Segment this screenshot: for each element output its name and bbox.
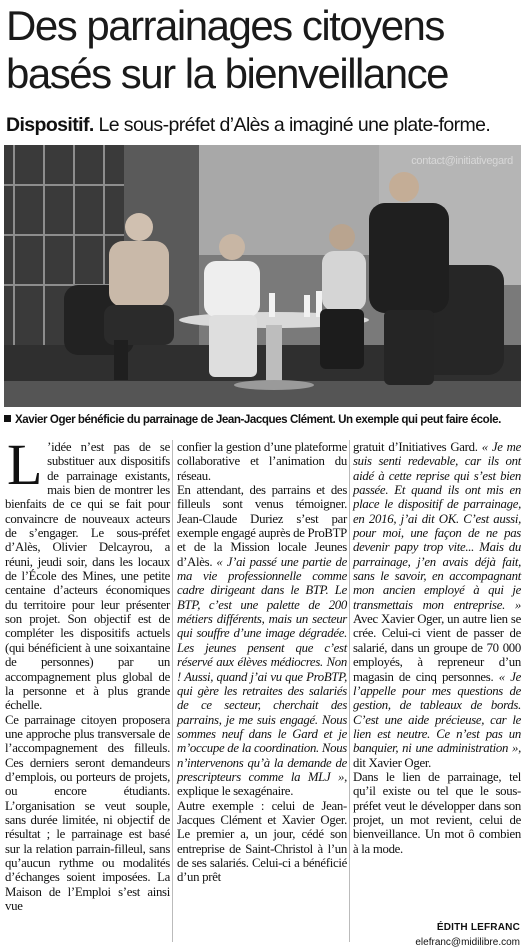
paragraph-text: ’idée n’est pas de se substituer aux dispositifs de parrainage existants, mais bien de montrer les bienfaits de ce qui se fait pour convaincre de nouveaux acteurs de s’engager. Le sous-préfet d’Alès, Olivier Delcayrou, a réuni, jeudi soir, dans les locaux de l’École des Mines, une petite centaine d’acteurs économiques du territoire pour leur présenter son projet. Son objectif est de compléter les dispositifs actuels (qui bénéficient à une soixantaine de personnes) par un accompagnement plus global de la personne et à plus grande échelle. xyxy=(5,440,170,713)
column-divider xyxy=(172,440,173,942)
byline: ÉDITH LEFRANC xyxy=(436,922,520,933)
paragraph xyxy=(5,432,170,713)
body-column-3 xyxy=(353,440,521,856)
paragraph: confier la gestion d’une plateforme collaborative et l’animation du réseau. xyxy=(177,440,347,483)
body-column-1 xyxy=(5,432,170,913)
caption-text: Xavier Oger bénéficie du parrainage de Jean-Jacques Clément. Un exemple qui peut faire école. xyxy=(15,413,501,426)
caption-square-icon xyxy=(4,415,11,422)
paragraph xyxy=(353,440,521,770)
column-divider xyxy=(349,440,350,942)
quote: « Je me suis senti redevable, car ils ont aidé à cette reprise qui s’est bien passée. Et quand ils ont mis en place le dispositif de parrainage, en 2016, j’ai dit OK. C’est aussi, pour moi, une façon de ne pas devenir papy trop vite... Mais du parrainage, j’en avais déjà fait, sans le savoir, en accompagnant mon ancien employé à qui je transmettais mon entreprise. » xyxy=(353,440,521,612)
author-email: elefranc@midilibre.com xyxy=(415,937,520,948)
paragraph-text: gratuit d’Initiatives Gard. xyxy=(353,440,482,454)
headline: Des parrainages citoyens basés sur la bienveillance xyxy=(6,2,448,97)
paragraph xyxy=(177,483,347,799)
paragraph-text: , explique le sexagénaire. xyxy=(177,769,347,799)
deck xyxy=(6,114,522,137)
deck-text: Le sous-préfet d’Alès a imaginé une plate-forme. xyxy=(98,114,491,136)
paragraph: Ce parrainage citoyen proposera une approche plus transversale de l’accompagnement des filleuls. Ces derniers seront demandeurs d’emplois, ou porteurs de projets, ou encore étudiants. L’organisation se veut souple, sans durée limitée, ni objectif de résultat ; le parrainage est basé sur la relation parrain-filleul, sans qu’aucun rythme ou modalités d’échanges soient imposées. La Maison de l’Emploi s’est ainsi vue xyxy=(5,712,170,913)
paragraph-text: En attendant, des parrains et des filleuls sont venus témoigner. Jean-Claude Duriez s’est par exemple engagé auprès de ProBTP et de la Mission locale Jeunes d’Alès. xyxy=(177,483,347,569)
body-column-2 xyxy=(177,440,347,885)
quote: « J’ai passé une partie de ma vie professionnelle comme cadre dirigeant dans le BTP. Le BTP, c’est une palette de 200 métiers différents, mais un secteur qui souffre d’une image dégradée. Les jeunes pensent que c’est réservé aux élèves médiocres. Non ! Aussi, quand j’ai vu que ProBTP, qui gère les retraites des salariés de ce secteur, cherchait des parrains, je me suis engagé. Nous sommes neuf dans le Gard et je m’occupe de la coordination. Nous n’intervenons qu’à la demande de prescripteurs comme la MLJ » xyxy=(177,554,347,784)
quote: « Je l’appelle pour mes questions de gestion, de tableaux de bords. C’est une aide précieuse, car le lien est neutre. Ce n’est pas un banquier, ni une administration » xyxy=(353,669,522,756)
paragraph-text: , dit Xavier Oger. xyxy=(353,741,521,770)
photo-caption xyxy=(4,413,522,426)
paragraph: Autre exemple : celui de Jean-Jacques Clément et Xavier Oger. Le premier a, un jour, cédé son entreprise de Saint-Christol à l’un de ses salariés. Celui-ci a bénéficié d’un prêt xyxy=(177,798,347,885)
paragraph: Dans le lien de parrainage, tel qu’il existe ou tel que le sous-préfet veut le développer dans son projet, un mot revient, celui de bienveillance. Un mot ô combien à la mode. xyxy=(353,769,521,856)
photo-watermark: contact@initiativegard xyxy=(411,155,513,167)
paragraph-text: Avec Xavier Oger, un autre lien se crée. Celui-ci vient de passer de salarié, dans un groupe de 70 000 employés, à repreneur d’un magasin de cinq personnes. xyxy=(353,612,521,684)
article-photo xyxy=(4,145,521,407)
photo-illustration xyxy=(4,145,521,407)
dropcap: L xyxy=(7,432,43,497)
kicker: Dispositif. xyxy=(6,114,94,136)
